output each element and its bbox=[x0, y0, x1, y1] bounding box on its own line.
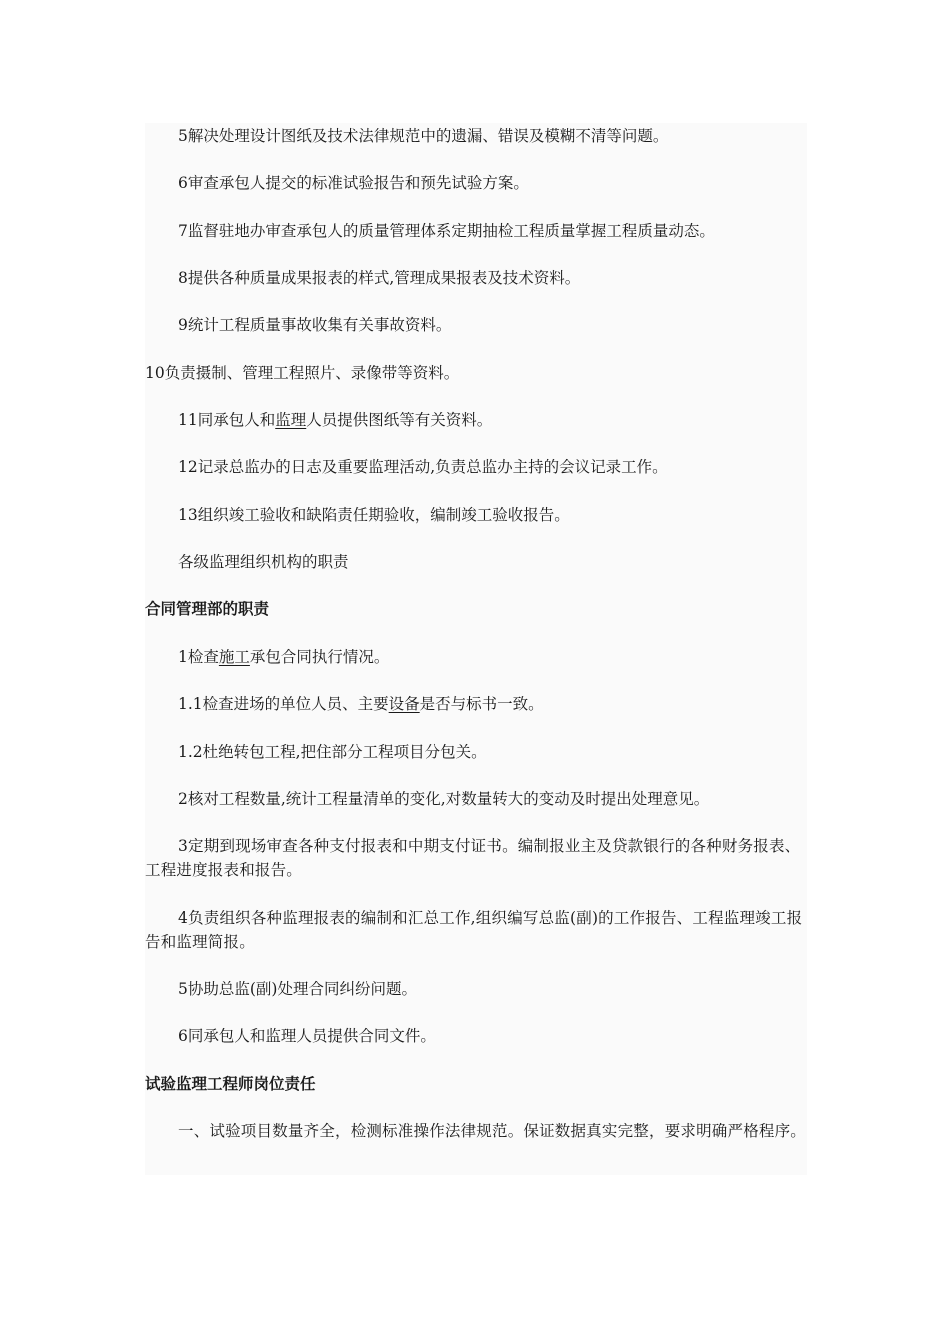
contract-item-4: 4负责组织各种监理报表的编制和汇总工作,组织编写总监(副)的工作报告、工程监理竣工报告和监理简报。 bbox=[145, 909, 803, 951]
paragraph-item-9: 9统计工程质量事故收集有关事故资料。 bbox=[178, 316, 452, 334]
contract-item-5: 5协助总监(副)处理合同纠纷问题。 bbox=[178, 980, 417, 998]
paragraph-item-5: 5解决处理设计图纸及技术法律规范中的遗漏、错误及模糊不清等问题。 bbox=[178, 127, 669, 145]
section-subtitle: 各级监理组织机构的职责 bbox=[178, 553, 349, 571]
test-item-1: 一、试验项目数量齐全，检测标准操作法律规范。保证数据真实完整，要求明确严格程序。 bbox=[178, 1122, 807, 1140]
equipment-link[interactable]: 设备 bbox=[388, 695, 420, 713]
paragraph-item-6: 6审查承包人提交的标准试验报告和预先试验方案。 bbox=[178, 174, 529, 192]
construction-link[interactable]: 施工 bbox=[218, 648, 250, 666]
contract-item-1-2: 1.2杜绝转包工程,把住部分工程项目分包关。 bbox=[178, 743, 487, 761]
supervision-link[interactable]: 监理 bbox=[275, 411, 307, 429]
paragraph-item-7: 7监督驻地办审查承包人的质量管理体系定期抽检工程质量掌握工程质量动态。 bbox=[178, 222, 715, 240]
paragraph-item-12: 12记录总监办的日志及重要监理活动,负责总监办主持的会议记录工作。 bbox=[178, 458, 668, 476]
heading-contract-dept: 合同管理部的职责 bbox=[145, 600, 270, 618]
paragraph-text: 1检查 bbox=[178, 648, 219, 666]
paragraph-text: 承包合同执行情况。 bbox=[249, 648, 390, 666]
paragraph-text: 11同承包人和 bbox=[178, 411, 276, 429]
heading-test-engineer: 试验监理工程师岗位责任 bbox=[145, 1075, 316, 1093]
paragraph-item-13: 13组织竣工验收和缺陷责任期验收，编制竣工验收报告。 bbox=[178, 506, 570, 524]
document-body bbox=[145, 123, 807, 1175]
paragraph-item-11 bbox=[145, 408, 807, 432]
paragraph-text: 人员提供图纸等有关资料。 bbox=[306, 411, 493, 429]
contract-item-2: 2核对工程数量,统计工程量清单的变化,对数量转大的变动及时提出处理意见。 bbox=[178, 790, 710, 808]
contract-item-1 bbox=[145, 645, 807, 669]
paragraph-item-8: 8提供各种质量成果报表的样式,管理成果报表及技术资料。 bbox=[178, 269, 581, 287]
contract-item-3: 3定期到现场审查各种支付报表和中期支付证书。编制报业主及贷款银行的各种财务报表、工程进度报表和报告。 bbox=[145, 837, 801, 879]
contract-item-1-1 bbox=[145, 692, 807, 716]
contract-item-6: 6同承包人和监理人员提供合同文件。 bbox=[178, 1027, 436, 1045]
paragraph-text: 1.1检查进场的单位人员、主要 bbox=[178, 695, 389, 713]
paragraph-item-10: 10负责摄制、管理工程照片、录像带等资料。 bbox=[145, 364, 460, 382]
paragraph-text: 是否与标书一致。 bbox=[419, 695, 544, 713]
